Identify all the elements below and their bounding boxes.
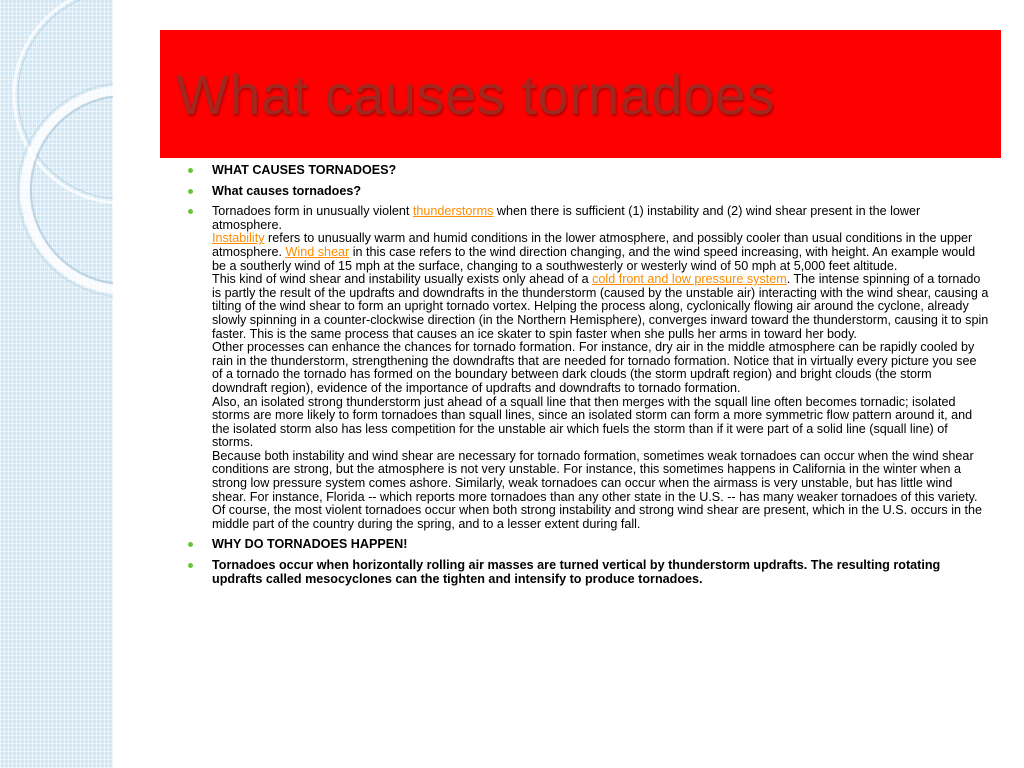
- decorative-side-strip: [0, 0, 113, 768]
- list-item: [188, 559, 990, 586]
- paragraph-6: Because both instability and wind shear are necessary for tornado formation, sometimes weak tornadoes can occur when the wind shear conditions are strong, but the atmosphere is not very unstable. For instance, this sometimes happens in California in the winter when a strong low pressure system comes ashore. Similarly, weak tornadoes can occur when the airmass is very unstable, but has little wind shear. For instance, Florida -- which reports more tornadoes than any other state in the U.S. -- has many weaker tornadoes of this variety. Of course, the most violent tornadoes occur when both strong instability and strong wind shear are present, which in the U.S. occurs in the middle part of the country during the spring, and to a lesser extent during fall.: [212, 448, 983, 531]
- heading-what-causes-upper: WHAT CAUSES TORNADOES?: [212, 163, 397, 177]
- paragraph-2: [212, 232, 990, 273]
- link-wind-shear[interactable]: Wind shear: [285, 244, 350, 259]
- link-instability[interactable]: Instability: [212, 231, 265, 246]
- paragraph-text: in this case refers to the wind direction changing, and the wind speed increasing, with height. An example would be a southerly wind of 15 mph at the surface, changing to a southwesterly or westerly wind of 50 mph at 5,000 feet altitude.: [212, 244, 976, 273]
- bullet-icon: [188, 563, 193, 568]
- list-item: [188, 185, 990, 199]
- bullet-icon: [188, 189, 193, 194]
- paragraph-3: [212, 273, 990, 341]
- paragraph-text: This kind of wind shear and instability usually exists only ahead of a: [212, 272, 593, 287]
- paragraph-text: refers to unusually warm and humid conditions in the lower atmosphere, and possibly cooler than usual conditions in the upper atmosphere.: [212, 231, 973, 259]
- heading-what-causes: What causes tornadoes?: [212, 183, 362, 198]
- paragraph-1: [212, 205, 990, 232]
- paragraph-text: Tornadoes form in unusually violent: [212, 204, 413, 219]
- slide-title: What causes tornadoes: [176, 63, 775, 126]
- heading-why-happen: WHY DO TORNADOES HAPPEN!: [212, 537, 408, 552]
- list-item: [188, 164, 990, 178]
- bullet-icon: [188, 168, 193, 173]
- paragraph-4: Other processes can enhance the chances for tornado formation. For instance, dry air in the middle atmosphere can be rapidly cooled by rain in the thunderstorm, strengthening the downdrafts that are needed for tornado formation. Notice that in virtually every picture you see of a tornado the tornado has formed on the boundary between dark clouds (the storm updraft region) and bright clouds (the storm downdraft region), evidence of the importance of updrafts and downdrafts to tornado formation.: [212, 340, 977, 395]
- list-item: [188, 205, 990, 531]
- bullet-icon: [188, 542, 193, 547]
- bullet-list: [188, 164, 990, 586]
- link-thunderstorms[interactable]: thunderstorms: [412, 204, 494, 219]
- slide-content: [188, 164, 990, 593]
- decorative-circles: [0, 0, 113, 768]
- paragraph-text: when there is sufficient (1) instability and (2) wind shear present in the lower atmosphere.: [212, 204, 921, 232]
- list-item: [188, 538, 990, 552]
- link-cold-front[interactable]: cold front and low pressure system: [592, 272, 787, 287]
- summary-text: Tornadoes occur when horizontally rolling air masses are turned vertical by thunderstorm updrafts. The resulting rotating updrafts called mesocyclones can the tighten and intensify to produce tornadoes.: [212, 558, 941, 586]
- paragraph-5: Also, an isolated strong thunderstorm just ahead of a squall line that then merges with the squall line often becomes tornadic; isolated storms are more likely to form tornadoes than squall lines, since an isolated storm can form a more symmetric flow pattern around it, and the isolated storm also has less competition for the unstable air which fuels the storm than if it were part of a solid line (squall line) of storms.: [212, 394, 973, 450]
- bullet-icon: [188, 209, 193, 214]
- paragraph-text: . The intense spinning of a tornado is partly the result of the updrafts and downdrafts in the thunderstorm (caused by the unstable air) interacting with the wind shear, causing a tilting of the wind shear to form an upright tornado vortex. Helping the process along, cyclonically flowing air around the cyclone, already slowly spinning in a counter-clockwise direction (in the Northern Hemisphere), converges inward toward the thunderstorm, causing it to spin faster. This is the same process that causes an ice skater to spin faster when she pulls her arms in toward her body.: [212, 272, 989, 341]
